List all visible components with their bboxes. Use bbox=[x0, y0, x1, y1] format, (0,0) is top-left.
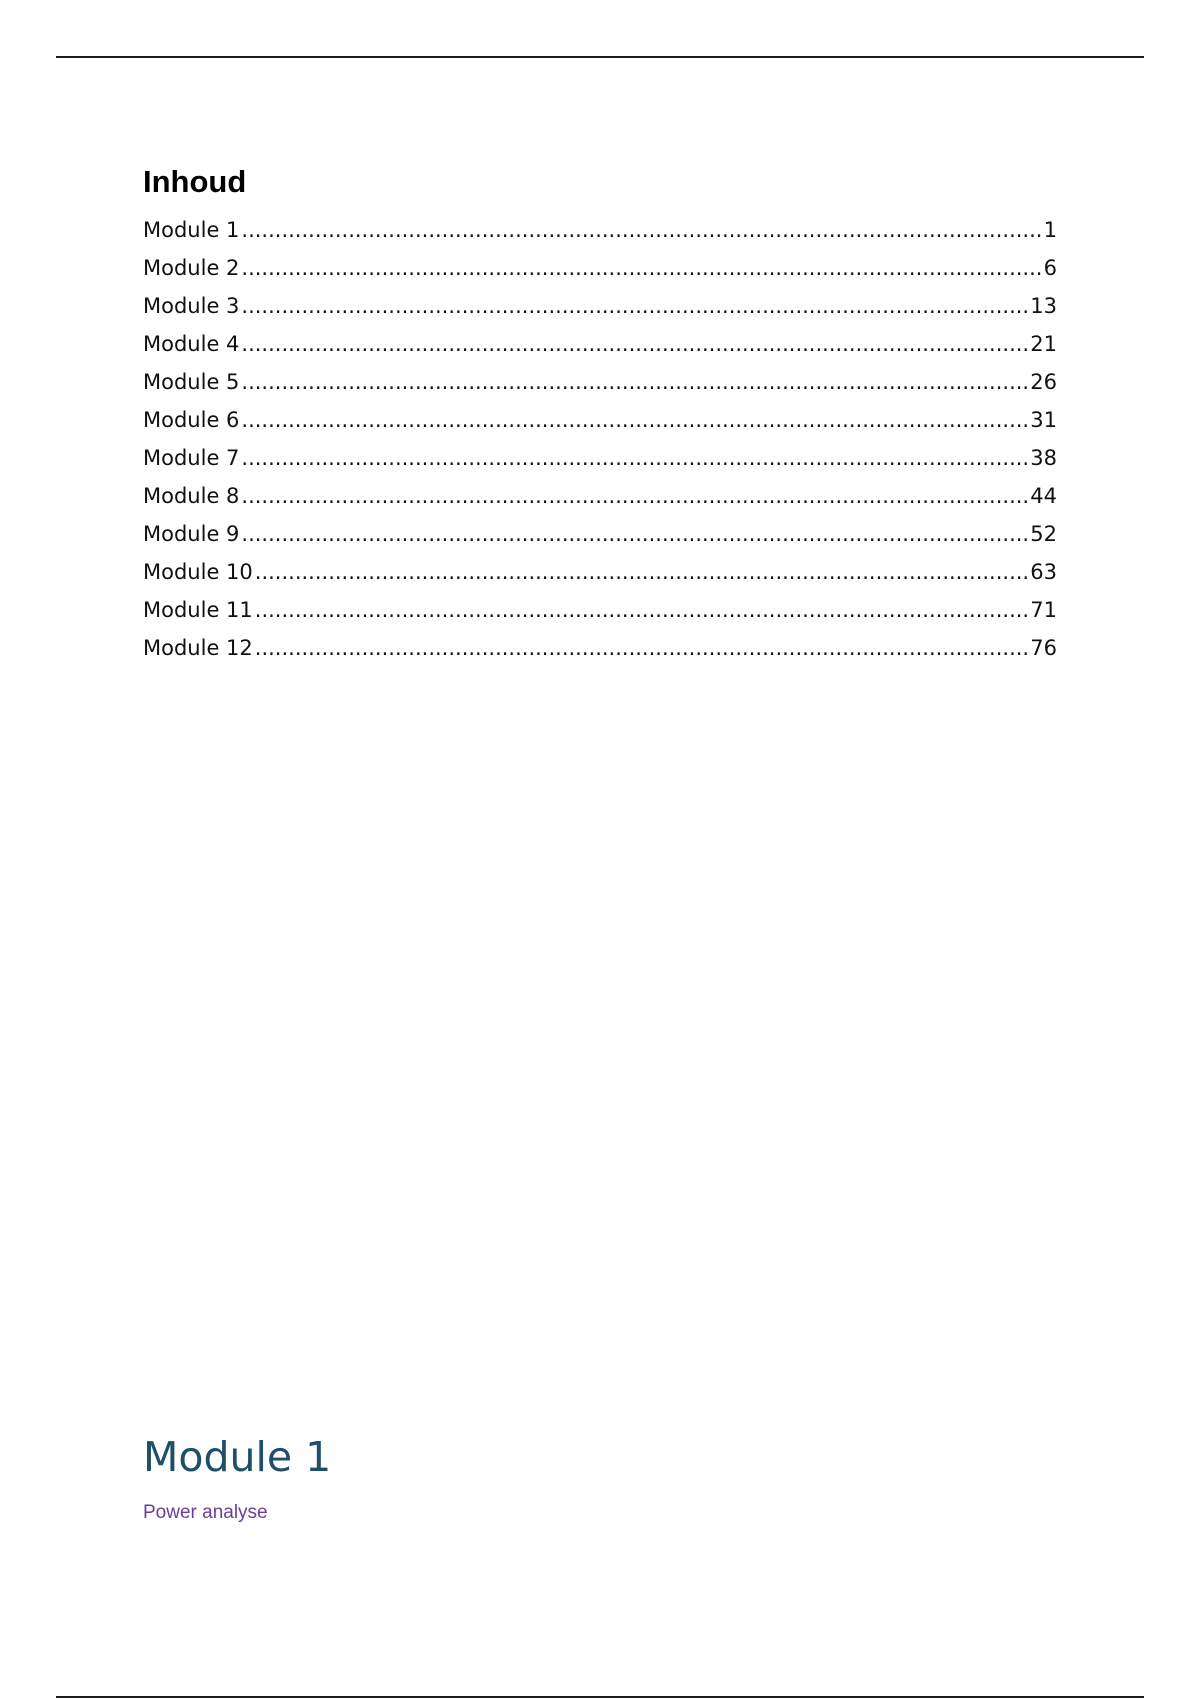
toc-entry[interactable] bbox=[143, 249, 1057, 287]
toc-entry[interactable] bbox=[143, 553, 1057, 591]
toc-entry-page: 63 bbox=[1030, 560, 1057, 584]
toc-entry-page: 44 bbox=[1030, 484, 1057, 508]
toc-entry[interactable] bbox=[143, 363, 1057, 401]
toc-dot-leader bbox=[255, 553, 1029, 591]
toc-entry-page: 31 bbox=[1030, 408, 1057, 432]
section-subtitle: Power analyse bbox=[143, 1502, 268, 1523]
toc-entry[interactable] bbox=[143, 325, 1057, 363]
toc-entry-page: 13 bbox=[1030, 294, 1057, 318]
toc-entry-label: Module 12 bbox=[143, 636, 253, 660]
toc-entry-label: Module 9 bbox=[143, 522, 240, 546]
toc-entry-page: 21 bbox=[1030, 332, 1057, 356]
toc-entry-label: Module 1 bbox=[143, 218, 240, 242]
toc-dot-leader bbox=[241, 439, 1028, 477]
toc-entry-label: Module 5 bbox=[143, 370, 240, 394]
toc-list bbox=[143, 211, 1057, 667]
toc-entry[interactable] bbox=[143, 629, 1057, 667]
toc-dot-leader bbox=[255, 629, 1029, 667]
toc-entry-page: 6 bbox=[1043, 256, 1057, 280]
toc-dot-leader bbox=[241, 249, 1041, 287]
toc-entry[interactable] bbox=[143, 591, 1057, 629]
toc-heading: Inhoud bbox=[143, 164, 247, 199]
toc-dot-leader bbox=[241, 515, 1028, 553]
toc-entry-page: 38 bbox=[1030, 446, 1057, 470]
toc-dot-leader bbox=[241, 325, 1028, 363]
toc-entry-page: 76 bbox=[1030, 636, 1057, 660]
toc-entry-page: 71 bbox=[1030, 598, 1057, 622]
toc-entry[interactable] bbox=[143, 439, 1057, 477]
toc-dot-leader bbox=[241, 477, 1028, 515]
toc-entry-label: Module 2 bbox=[143, 256, 240, 280]
toc-entry[interactable] bbox=[143, 515, 1057, 553]
toc-dot-leader bbox=[255, 591, 1029, 629]
toc-entry-page: 1 bbox=[1043, 218, 1057, 242]
toc-dot-leader bbox=[241, 211, 1041, 249]
toc-entry-label: Module 7 bbox=[143, 446, 240, 470]
toc-entry-label: Module 3 bbox=[143, 294, 240, 318]
toc-entry[interactable] bbox=[143, 401, 1057, 439]
header-rule bbox=[56, 56, 1144, 58]
toc-entry-label: Module 6 bbox=[143, 408, 240, 432]
toc-dot-leader bbox=[241, 401, 1028, 439]
toc-dot-leader bbox=[241, 363, 1028, 401]
table-of-contents bbox=[143, 163, 1057, 667]
toc-entry-label: Module 11 bbox=[143, 598, 253, 622]
toc-entry-label: Module 10 bbox=[143, 560, 253, 584]
toc-entry[interactable] bbox=[143, 287, 1057, 325]
toc-entry-label: Module 8 bbox=[143, 484, 240, 508]
toc-entry[interactable] bbox=[143, 477, 1057, 515]
footer-rule bbox=[56, 1696, 1144, 1698]
toc-dot-leader bbox=[241, 287, 1028, 325]
toc-entry-page: 26 bbox=[1030, 370, 1057, 394]
section-title: Module 1 bbox=[143, 1433, 332, 1481]
toc-entry-label: Module 4 bbox=[143, 332, 240, 356]
toc-entry-page: 52 bbox=[1030, 522, 1057, 546]
toc-entry[interactable] bbox=[143, 211, 1057, 249]
